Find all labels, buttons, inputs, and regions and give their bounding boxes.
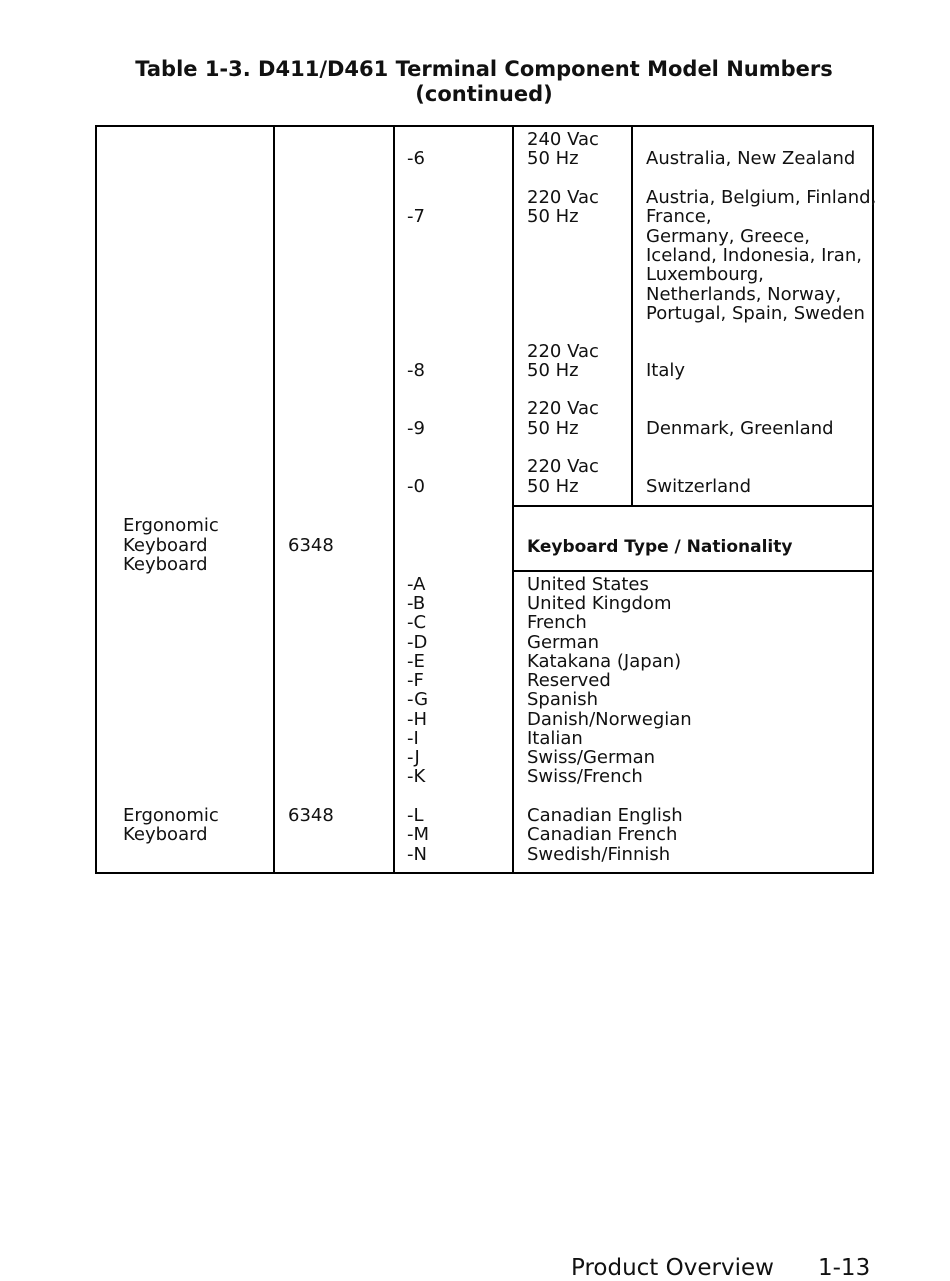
suffix-cell: -I <box>407 728 419 749</box>
frequency-cell: 50 Hz <box>527 418 579 439</box>
component-description: Ergonomic <box>123 515 219 536</box>
country-line: Luxembourg, <box>646 264 764 285</box>
suffix-cell: -M <box>407 824 430 845</box>
country-line: Austria, Belgium, Finland, <box>646 187 877 208</box>
country-line: Denmark, Greenland <box>646 418 834 439</box>
component-description: Ergonomic <box>123 805 219 826</box>
model-number-cell: 6348 <box>288 805 334 826</box>
column-divider-1 <box>273 125 275 874</box>
keyboard-type-cell: Swiss/German <box>527 747 656 768</box>
voltage-cell: 220 Vac <box>527 341 599 362</box>
header-rule-top <box>512 505 874 507</box>
voltage-cell: 220 Vac <box>527 398 599 419</box>
voltage-cell: 220 Vac <box>527 187 599 208</box>
suffix-cell: -D <box>407 632 428 653</box>
table-title <box>0 57 950 107</box>
table-title-line1: Table 1-3. D411/D461 Terminal Component Model Numbers <box>135 57 833 81</box>
country-line: Portugal, Spain, Sweden <box>646 303 865 324</box>
header-rule-bottom <box>512 570 874 572</box>
suffix-cell: -A <box>407 574 426 595</box>
frequency-cell: 50 Hz <box>527 476 579 497</box>
country-line: Germany, Greece, <box>646 226 810 247</box>
suffix-cell: -F <box>407 670 424 691</box>
country-line: France, <box>646 206 712 227</box>
footer-page-number: 1-13 <box>818 1255 871 1281</box>
voltage-cell: 220 Vac <box>527 456 599 477</box>
suffix-cell: -B <box>407 593 426 614</box>
column-divider-4 <box>631 125 633 506</box>
keyboard-type-cell: United States <box>527 574 649 595</box>
suffix-cell: -K <box>407 766 426 787</box>
table-title-line2: (continued) <box>415 82 553 106</box>
model-number-cell: 6348 <box>288 535 334 556</box>
frequency-cell: 50 Hz <box>527 206 579 227</box>
footer-section-title: Product Overview <box>571 1255 774 1281</box>
keyboard-type-cell: Danish/Norwegian <box>527 709 692 730</box>
keyboard-type-cell: French <box>527 612 587 633</box>
column-divider-2 <box>393 125 395 874</box>
country-line: Australia, New Zealand <box>646 148 856 169</box>
suffix-cell: -C <box>407 612 427 633</box>
component-description: Keyboard <box>123 535 208 556</box>
keyboard-type-cell: Swedish/Finnish <box>527 844 671 865</box>
keyboard-type-cell: Swiss/French <box>527 766 643 787</box>
suffix-cell: -7 <box>407 206 425 227</box>
suffix-cell: -9 <box>407 418 425 439</box>
suffix-cell: -6 <box>407 148 425 169</box>
suffix-cell: -L <box>407 805 424 826</box>
suffix-cell: -E <box>407 651 425 672</box>
keyboard-type-cell: Reserved <box>527 670 611 691</box>
frequency-cell: 50 Hz <box>527 148 579 169</box>
keyboard-type-cell: United Kingdom <box>527 593 672 614</box>
country-line: Iceland, Indonesia, Iran, <box>646 245 862 266</box>
component-description: Keyboard <box>123 554 208 575</box>
country-line: Netherlands, Norway, <box>646 284 842 305</box>
component-description: Keyboard <box>123 824 208 845</box>
country-line: Italy <box>646 360 686 381</box>
suffix-cell: -N <box>407 844 427 865</box>
suffix-cell: -G <box>407 689 429 710</box>
keyboard-type-cell: German <box>527 632 600 653</box>
keyboard-type-cell: Spanish <box>527 689 599 710</box>
suffix-cell: -8 <box>407 360 425 381</box>
keyboard-type-cell: Canadian English <box>527 805 683 826</box>
voltage-cell: 240 Vac <box>527 129 599 150</box>
keyboard-type-cell: Canadian French <box>527 824 678 845</box>
country-line: Switzerland <box>646 476 751 497</box>
suffix-cell: -J <box>407 747 420 768</box>
suffix-cell: -0 <box>407 476 425 497</box>
suffix-cell: -H <box>407 709 428 730</box>
frequency-cell: 50 Hz <box>527 360 579 381</box>
column-divider-3 <box>512 125 514 874</box>
keyboard-type-cell: Italian <box>527 728 583 749</box>
keyboard-type-cell: Katakana (Japan) <box>527 651 682 672</box>
keyboard-type-header: Keyboard Type / Nationality <box>527 537 793 557</box>
